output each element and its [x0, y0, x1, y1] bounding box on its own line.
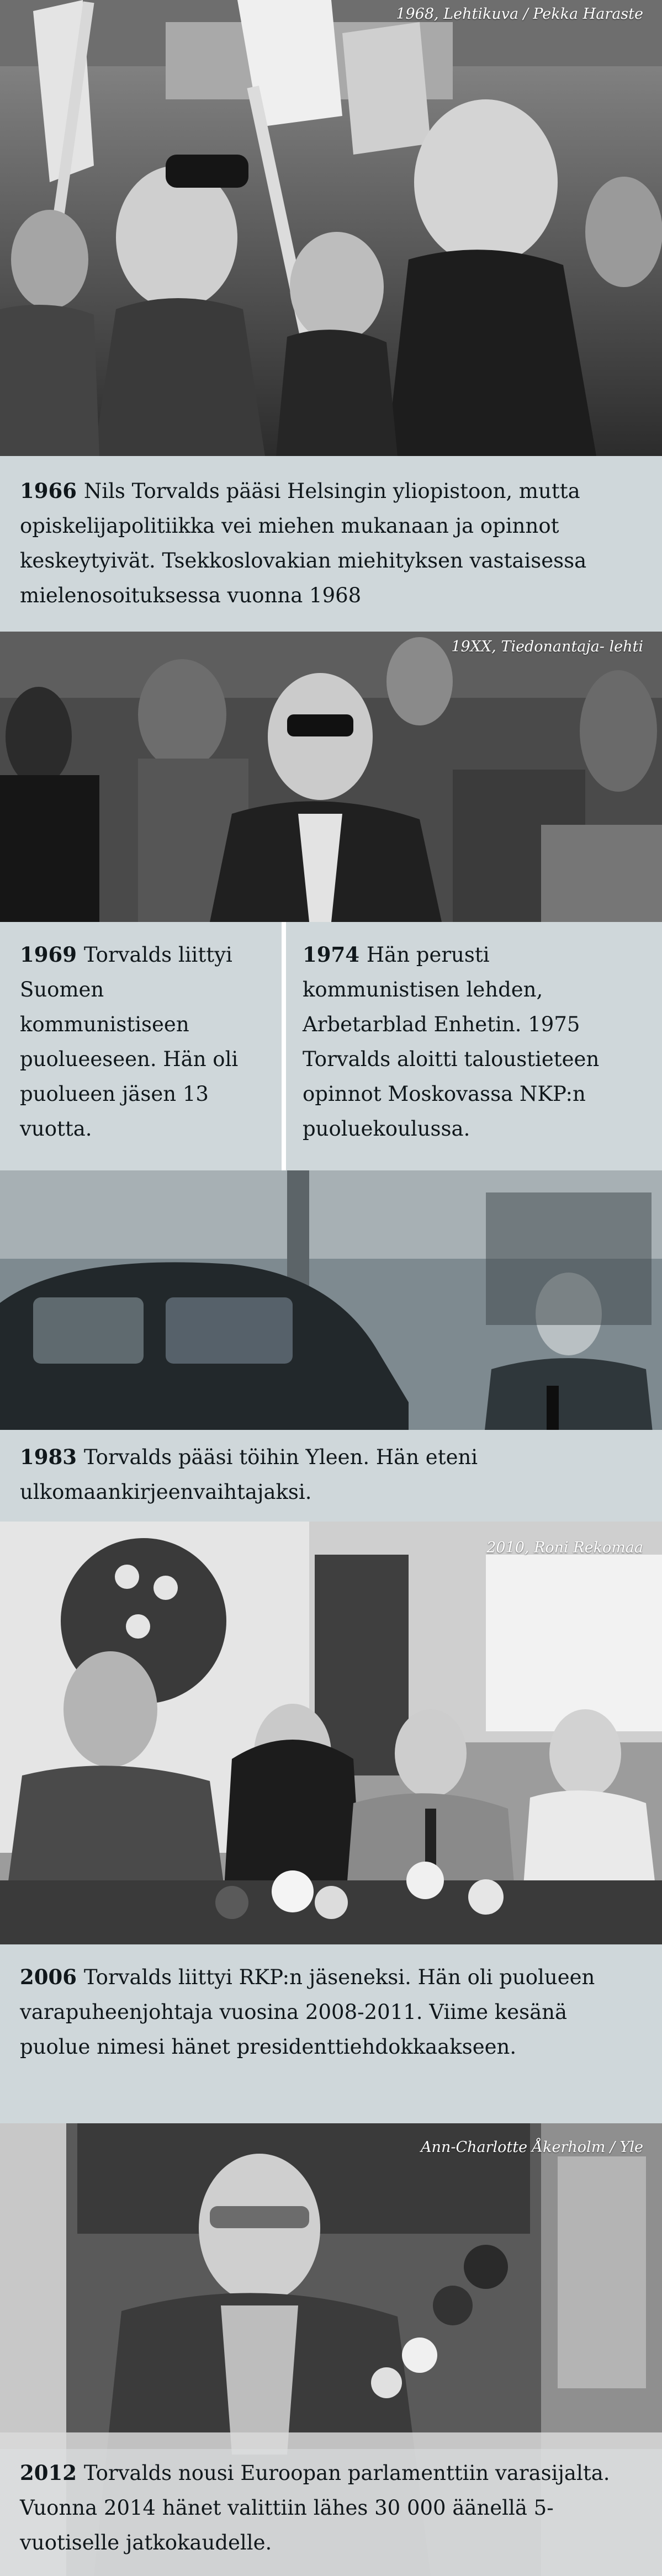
photo-2010-press-conference [0, 1522, 662, 1944]
photo-credit: 1968, Lehtikuva / Pekka Haraste [396, 6, 643, 23]
timeline-entry-2012 [0, 2449, 662, 2576]
timeline-entry-1983 [0, 1430, 662, 1522]
meeting-photo-illustration [0, 632, 662, 922]
photo-credit: Ann-Charlotte Åkerholm / Yle [421, 2139, 643, 2156]
timeline-entry-1966 [0, 456, 662, 632]
timeline-entry-1969 [0, 922, 282, 1170]
photo-19xx-newspaper [0, 632, 662, 922]
entry-text: Hän perusti kommunistisen lehden, Arbetarblad Enhetin. 1975 Torvalds aloitti taloustieteen opinnot Moskovassa NKP:n puoluekoulussa. [303, 943, 600, 1141]
entry-year: 1983 [20, 1445, 84, 1469]
column-divider [282, 922, 286, 1170]
entry-text: Torvalds liittyi RKP:n jäseneksi. Hän oli puolueen varapuheenjohtaja vuosina 2008-2011. Viime kesänä puolue nimesi hänet presidenttiehdokkaakseen. [20, 1965, 595, 2059]
entry-text: Torvalds liittyi Suomen kommunistiseen puolueeseen. Hän oli puolueen jäsen 13 vuotta. [20, 943, 239, 1141]
press-conference-illustration [0, 1522, 662, 1944]
photo-1968-demonstration [0, 0, 662, 456]
photo-credit: 19XX, Tiedonantaja- lehti [451, 638, 643, 655]
entry-year: 2012 [20, 2461, 84, 2485]
demonstration-photo-illustration [0, 0, 662, 456]
entry-text: Torvalds pääsi töihin Yleen. Hän eteni ulkomaankirjeenvaihtajaksi. [20, 1445, 478, 1504]
timeline-entry-1974 [286, 922, 662, 1170]
entry-text: Torvalds nousi Euroopan parlamenttiin varasijalta. Vuonna 2014 hänet valittiin lähes 30 000 äänellä 5-vuotiselle jatkokaudelle. [20, 2461, 610, 2554]
entry-year: 1974 [303, 942, 367, 967]
photo-credit: 2010, Roni Rekomaa [486, 1539, 643, 1556]
entry-year: 1969 [20, 942, 84, 967]
entry-year: 2006 [20, 1965, 84, 1989]
entry-text: Nils Torvalds pääsi Helsingin yliopistoon, mutta opiskelijapolitiikka vei miehen mukanaan ja opinnot keskeytyivät. Tsekkoslovakian miehityksen vastaisessa mielenosoituksessa vuonna 1968 [20, 479, 587, 607]
timeline-entry-2006 [0, 1944, 662, 2123]
entry-year: 1966 [20, 479, 84, 503]
